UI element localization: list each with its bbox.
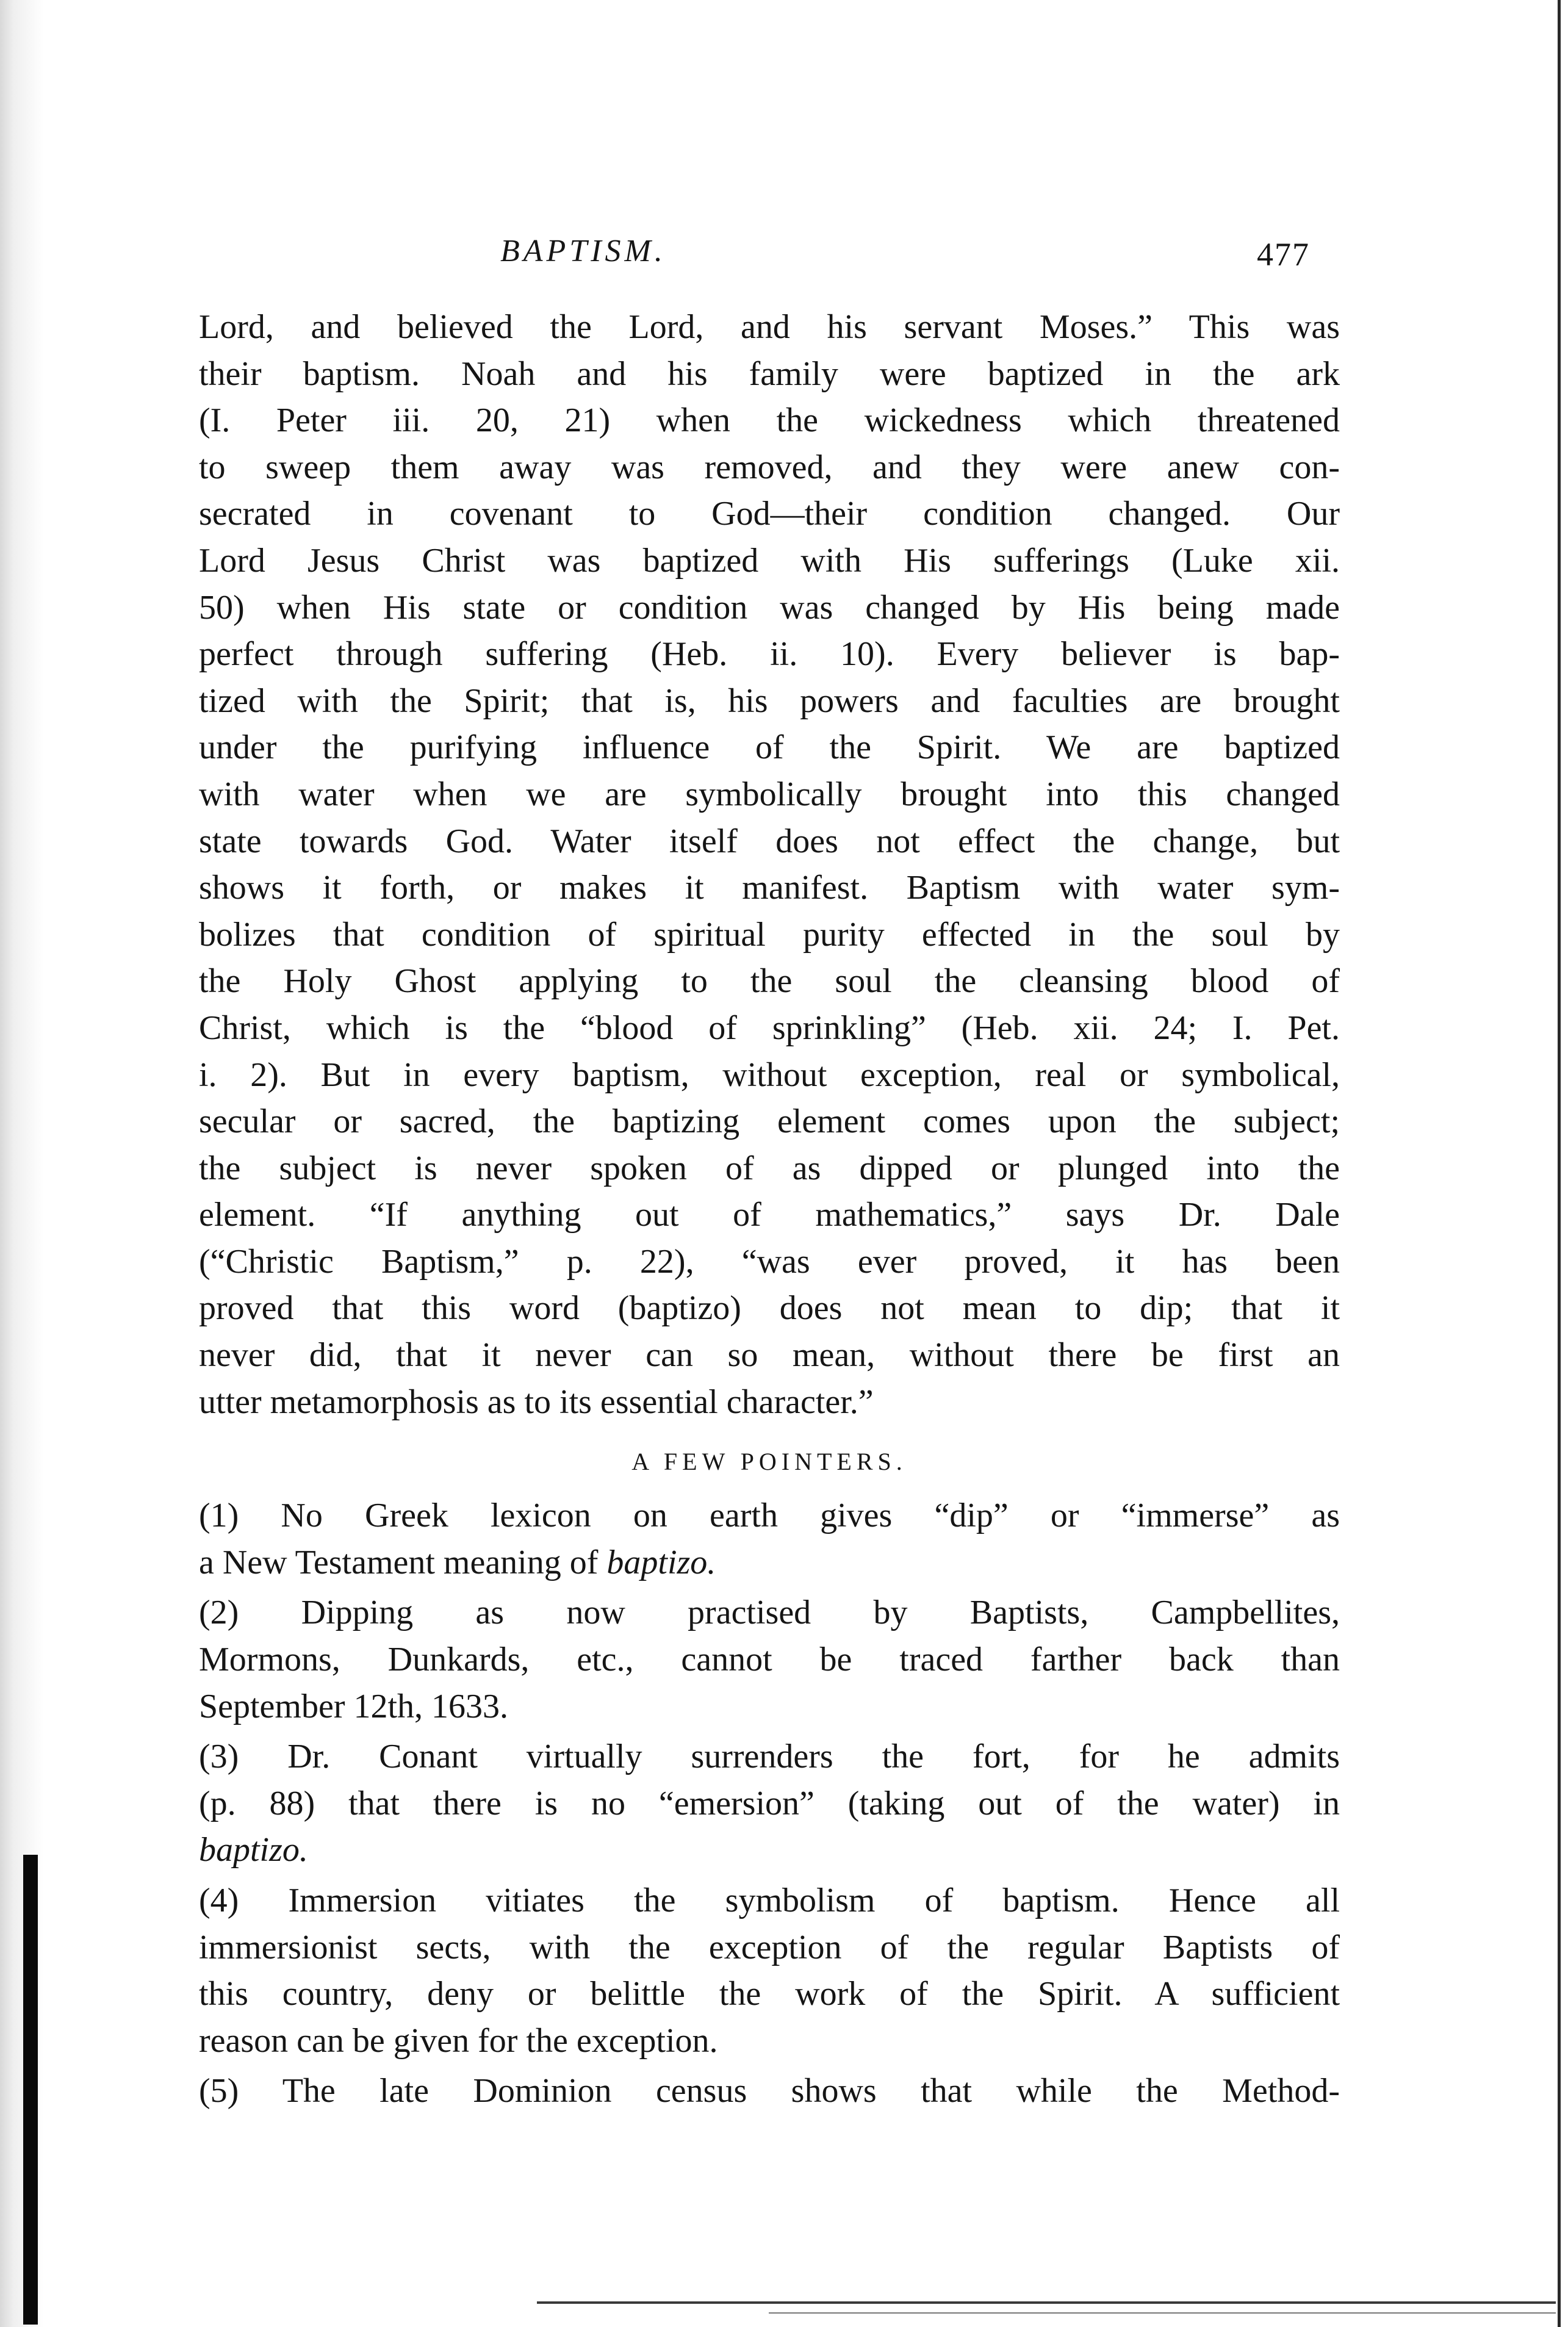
scan-bottom-rule-secondary	[769, 2312, 1556, 2314]
greek-term: baptizo.	[199, 1831, 308, 1869]
body-line: to sweep them away was removed, and they were anew con-	[199, 448, 1340, 486]
pointer-line: (1) No Greek lexicon on earth gives “dip” or “immerse” as	[199, 1497, 1340, 1535]
body-line: never did, that it never can so mean, without there be first an	[199, 1336, 1340, 1375]
pointer-line: (4) Immersion vitiates the symbolism of baptism. Hence all	[199, 1882, 1340, 1919]
pointer-line: (3) Dr. Conant virtually surrenders the fort, for he admits	[199, 1738, 1340, 1776]
pointer-5	[199, 2068, 1340, 2115]
body-line: their baptism. Noah and his family were baptized in the ark	[199, 354, 1340, 393]
body-line: secrated in covenant to God—their condition changed. Our	[199, 495, 1340, 533]
running-head: BAPTISM.	[500, 234, 666, 268]
body-line: tized with the Spirit; that is, his powers and faculties are brought	[199, 682, 1340, 720]
body-line: Christ, which is the “blood of sprinkling” (Heb. xii. 24; I. Pet.	[199, 1009, 1340, 1047]
body-line: with water when we are symbolically brought into this changed	[199, 775, 1340, 813]
body-line: proved that this word (baptizo) does not mean to dip; that it	[199, 1289, 1340, 1328]
pointer-line: Mormons, Dunkards, etc., cannot be traced farther back than	[199, 1641, 1340, 1679]
body-line: under the purifying influence of the Spirit. We are baptized	[199, 728, 1340, 767]
page-number: 477	[1257, 236, 1310, 273]
pointer-line: this country, deny or belittle the work of the Spirit. A sufficient	[199, 1975, 1340, 2013]
page-text-block	[199, 304, 1340, 2115]
pointer-line: (5) The late Dominion census shows that while the Method-	[199, 2072, 1340, 2110]
body-line: Lord Jesus Christ was baptized with His sufferings (Luke xii.	[199, 541, 1340, 580]
pointer-line: reason can be given for the exception.	[199, 2021, 718, 2060]
body-line: bolizes that condition of spiritual purity effected in the soul by	[199, 915, 1340, 954]
body-line: Lord, and believed the Lord, and his servant Moses.” This was	[199, 308, 1340, 346]
pointer-line: September 12th, 1633.	[199, 1687, 509, 1725]
body-line: shows it forth, or makes it manifest. Baptism with water sym-	[199, 869, 1340, 907]
pointer-4	[199, 1877, 1340, 2064]
section-heading: A FEW POINTERS.	[631, 1448, 907, 1476]
pointer-2	[199, 1589, 1340, 1730]
body-line: state towards God. Water itself does not effect the change, but	[199, 822, 1340, 860]
body-line: (“Christic Baptism,” p. 22), “was ever proved, it has been	[199, 1242, 1340, 1281]
pointer-line: (2) Dipping as now practised by Baptists, Campbellites,	[199, 1594, 1340, 1632]
body-line: 50) when His state or condition was changed by His being made	[199, 588, 1340, 627]
body-line: perfect through suffering (Heb. ii. 10). Every believer is bap-	[199, 635, 1340, 674]
body-line: secular or sacred, the baptizing element comes upon the subject;	[199, 1102, 1340, 1141]
body-line: (I. Peter iii. 20, 21) when the wickedness which threatened	[199, 401, 1340, 440]
body-line: utter metamorphosis as to its essential character.”	[199, 1383, 874, 1421]
pointer-line	[199, 1539, 1340, 1586]
body-line: element. “If anything out of mathematics,” says Dr. Dale	[199, 1196, 1340, 1234]
greek-term: baptizo.	[606, 1543, 716, 1581]
pointer-line: immersionist sects, with the exception of the regular Baptists of	[199, 1928, 1340, 1966]
scan-bottom-rule	[537, 2301, 1556, 2304]
pointer-line: (p. 88) that there is no “emersion” (taking out of the water) in	[199, 1784, 1340, 1822]
body-line: the Holy Ghost applying to the soul the cleansing blood of	[199, 962, 1340, 1001]
body-line: i. 2). But in every baptism, without exception, real or symbolical,	[199, 1056, 1340, 1094]
pointer-3	[199, 1733, 1340, 1874]
body-line: the subject is never spoken of as dipped or plunged into the	[199, 1149, 1340, 1187]
scan-right-border-line	[1558, 0, 1561, 2327]
pointer-text: a New Testament meaning of	[199, 1543, 607, 1581]
scan-left-dark-bar	[23, 1855, 38, 2325]
pointer-1	[199, 1492, 1340, 1586]
